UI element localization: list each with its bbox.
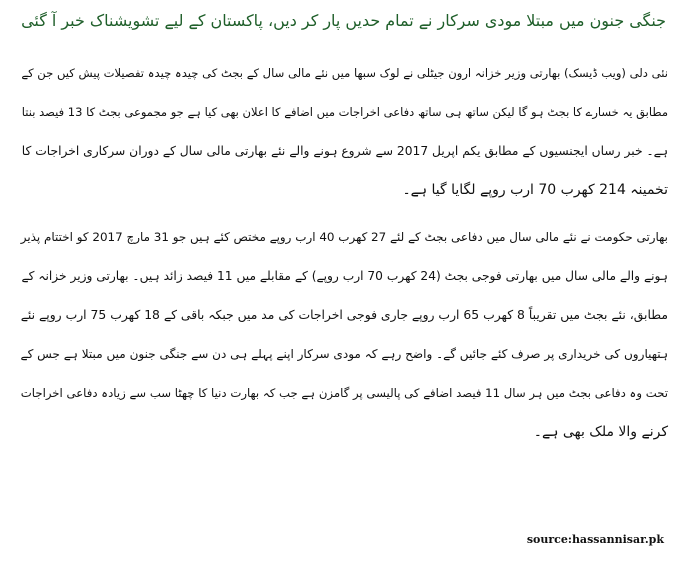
article-paragraph-2 (14, 218, 668, 452)
paragraph-line: مطابق، نئے بجٹ میں تقریباً 8 کھرب 65 ارب روپے جاری فوجی اخراجات کی مد میں جبکہ باقی کے 18 کھرب 75 ارب روپے نئے (20, 308, 668, 322)
paragraph-line: کرنے والا ملک بھی ہے۔ (533, 424, 668, 440)
paragraph-line: ہونے والے مالی سال میں بھارتی فوجی بجٹ (24 کھرب 70 ارب روپے) کے مقابلے میں 11 فیصد زائد ہیں۔ بھارتی وزیر خزانہ کے (21, 269, 668, 283)
source-credit: source:hassannisar.pk (526, 533, 664, 546)
article-paragraph-1 (14, 54, 668, 210)
paragraph-line: ہے۔ خبر رساں ایجنسیوں کے مطابق یکم اپریل 2017 سے شروع ہونے والے نئے بھارتی مالی سال کے دوران سرکاری اخراجات کا (21, 144, 668, 158)
paragraph-line: بھارتی حکومت نے نئے مالی سال میں دفاعی بجٹ کے لئے 27 کھرب 40 ارب روپے مختص کئے ہیں جو 31 مارچ 2017 کو اختتام پذیر (20, 230, 668, 244)
paragraph-line: تخمینہ 214 کھرب 70 ارب روپے لگایا گیا ہے۔ (402, 182, 668, 198)
paragraph-line: مطابق یہ خسارے کا بجٹ ہو گا لیکن ساتھ ہی ساتھ دفاعی اخراجات میں اضافے کا اعلان بھی کیا ہے جو مجموعی بجٹ کا 13 فیصد بنتا (21, 105, 668, 119)
news-article (14, 6, 668, 452)
article-headline: جنگی جنون میں مبتلا مودی سرکار نے تمام حدیں پار کر دیں، پاکستان کے لیے تشویشناک خبر آ گئی (21, 11, 666, 30)
paragraph-line: نئی دلی (ویب ڈیسک) بھارتی وزیر خزانہ ارون جیٹلی نے لوک سبھا میں نئے مالی سال کے بجٹ کی چیدہ چیدہ تفصیلات پیش کیں جن کے (21, 66, 668, 80)
paragraph-line: ہتھیاروں کی خریداری پر صرف کئے جائیں گے۔ واضح رہے کہ مودی سرکار اپنے پہلے ہی دن سے جنگی جنون میں مبتلا ہے جس کے (20, 347, 668, 361)
paragraph-line: تحت وہ دفاعی بجٹ میں ہر سال 11 فیصد اضافے کی پالیسی پر گامزن ہے جب کہ بھارت دنیا کا چھٹا سب سے زیادہ دفاعی اخراجات (20, 386, 668, 400)
